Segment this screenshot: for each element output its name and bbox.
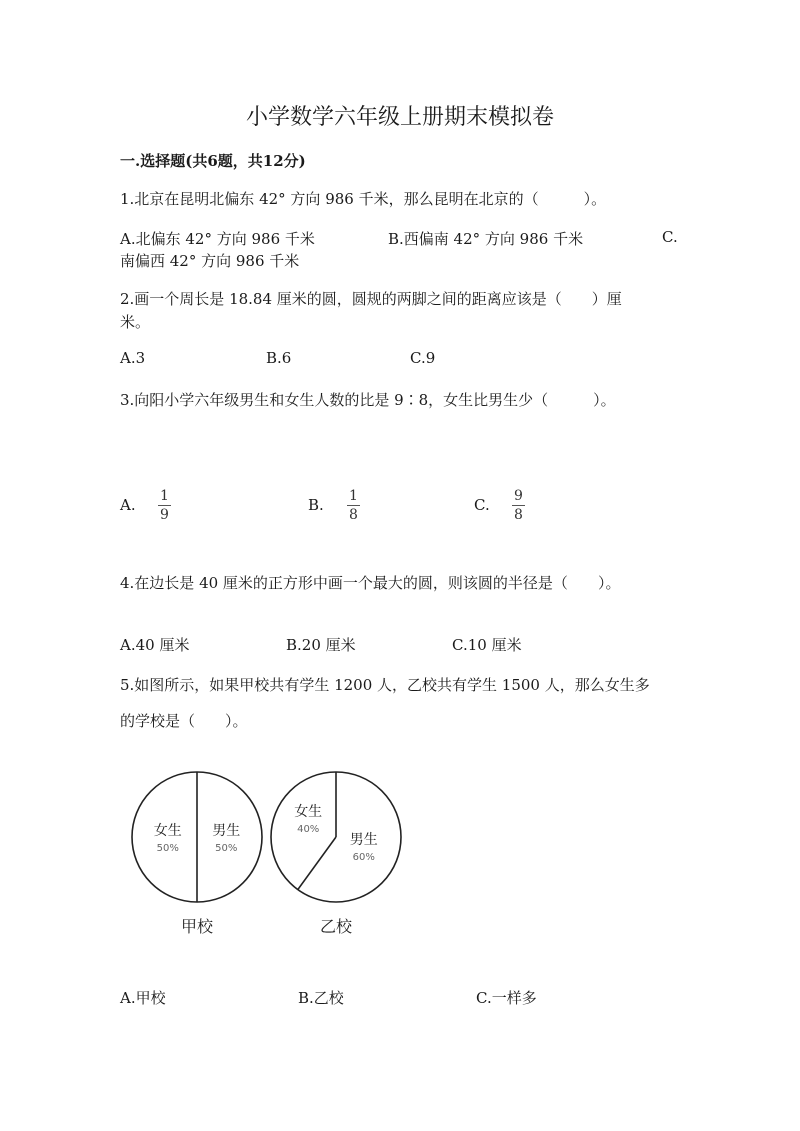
question-4-option-b: B.20 厘米 (286, 636, 356, 654)
question-4-option-a: A.40 厘米 (120, 636, 190, 654)
pie-slice-value: 50% (215, 843, 238, 854)
fraction-denominator: 8 (514, 507, 523, 523)
question-5-option-c: C.一样多 (476, 989, 537, 1007)
fraction-numerator: 1 (160, 488, 169, 504)
question-3-option-c-label: C. (474, 496, 490, 514)
question-1-stem: 1.北京在昆明北偏东 42° 方向 986 千米，那么昆明在北京的（ ）。 (120, 190, 607, 208)
question-4-option-c: C.10 厘米 (452, 636, 522, 654)
question-2-option-b: B.6 (266, 349, 292, 367)
pie-slice-value: 60% (352, 852, 375, 863)
question-1-option-b: B.西偏南 42° 方向 986 千米 (388, 230, 584, 248)
question-2-option-c: C.9 (410, 349, 436, 367)
question-1-option-a: A.北偏东 42° 方向 986 千米 (120, 230, 315, 248)
fraction-numerator: 9 (514, 488, 523, 504)
page-title: 小学数学六年级上册期末模拟卷 (245, 105, 554, 130)
question-2-stem-line1: 2.画一个周长是 18.84 厘米的圆，圆规的两脚之间的距离应该是（ ）厘 (120, 290, 622, 308)
pie-slice-label: 女生 (153, 823, 182, 839)
pie-title: 乙校 (319, 917, 353, 936)
pie-slice-label: 男生 (212, 823, 241, 839)
fraction-numerator: 1 (349, 488, 358, 504)
pie-slice-value: 40% (297, 824, 320, 835)
pie-slice-label: 女生 (294, 804, 323, 820)
pie-slice-label: 男生 (349, 832, 378, 848)
question-1-option-c: 南偏西 42° 方向 986 千米 (120, 252, 300, 270)
question-3-option-a-label: A. (120, 496, 136, 514)
question-5-option-b: B.乙校 (298, 989, 344, 1007)
question-2-option-a: A.3 (120, 349, 146, 367)
pie-title: 甲校 (180, 917, 214, 936)
section-heading: 一.选择题(共6题，共12分) (120, 152, 306, 170)
pie-slice-value: 50% (156, 843, 179, 854)
question-5-option-a: A.甲校 (120, 989, 166, 1007)
question-1-option-c-prefix: C. (662, 228, 678, 246)
fraction-denominator: 9 (160, 507, 169, 523)
question-5-stem-line2: 的学校是（ ）。 (120, 712, 248, 730)
question-4-stem: 4.在边长是 40 厘米的正方形中画一个最大的圆，则该圆的半径是（ ）。 (120, 574, 621, 592)
fraction-denominator: 8 (349, 507, 358, 523)
question-5-stem-line1: 5.如图所示，如果甲校共有学生 1200 人，乙校共有学生 1500 人，那么女生多 (120, 676, 650, 694)
question-3-stem: 3.向阳小学六年级男生和女生人数的比是 9∶8，女生比男生少（ ）。 (120, 391, 616, 409)
question-3-option-b-label: B. (308, 496, 324, 514)
question-2-stem-line2: 米。 (120, 313, 151, 331)
